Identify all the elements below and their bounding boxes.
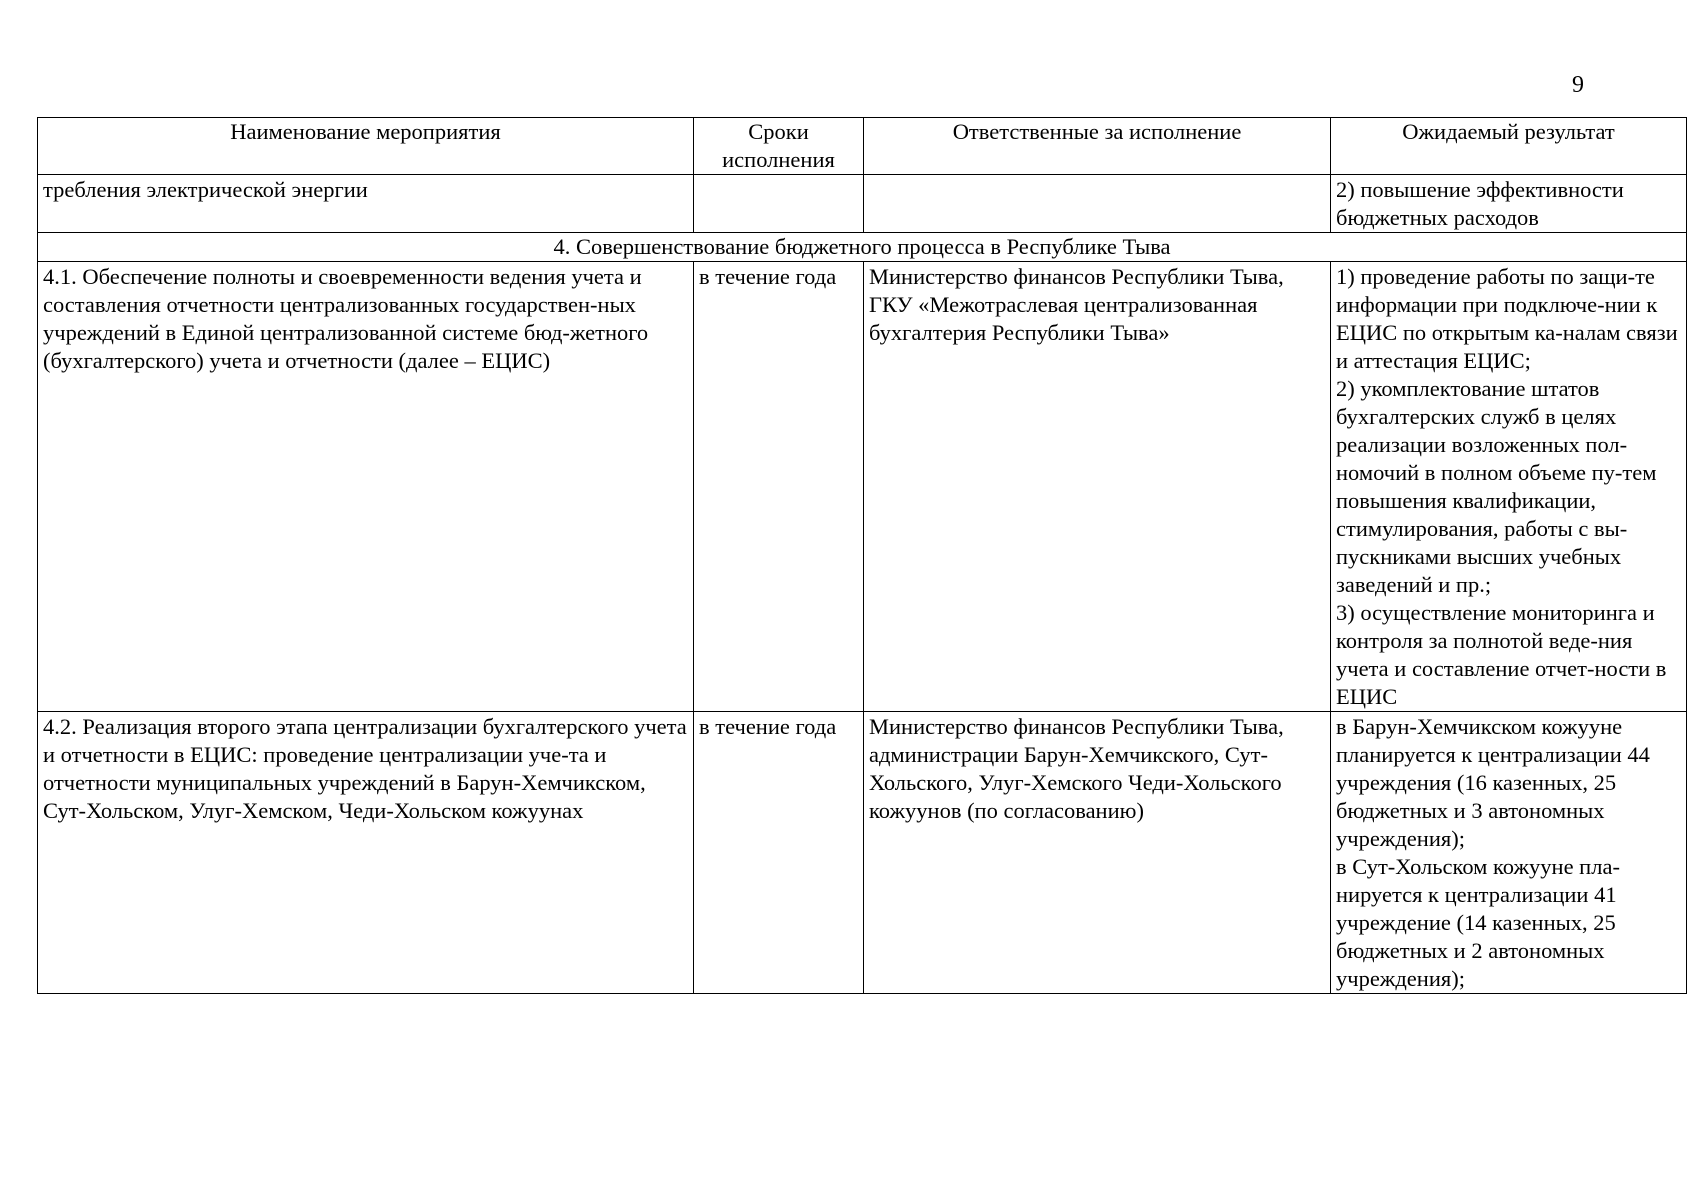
cell-responsible [864, 175, 1331, 233]
action-plan-table [37, 117, 1687, 994]
cell-name: 4.2. Реализация второго этапа централизации бухгалтерского учета и отчетности в ЕЦИС: проведение централизации уче-та и отчетности муниципальных учреждений в Барун-Хемчикском, Сут-Хольском, Улуг-Хемском, Чеди-Хольском кожуунах [38, 712, 694, 994]
header-term: Сроки исполнения [694, 118, 864, 175]
cell-name: 4.1. Обеспечение полноты и своевременности ведения учета и составления отчетности централизованных государствен-ных учреждений в Единой централизованной системе бюд-жетного (бухгалтерского) учета и отчетности (далее – ЕЦИС) [38, 262, 694, 712]
result-item: 3) осуществление мониторинга и контроля за полнотой веде-ния учета и составление отчет-ности в ЕЦИС [1336, 600, 1667, 709]
cell-term [694, 175, 864, 233]
page-number: 9 [1572, 72, 1584, 98]
section-title: 4. Совершенствование бюджетного процесса в Республике Тыва [38, 233, 1687, 262]
result-item: 1) проведение работы по защи-те информации при подключе-нии к ЕЦИС по открытым ка-налам связи и аттестация ЕЦИС; [1336, 264, 1678, 373]
section-row [38, 233, 1687, 262]
cell-result: 2) повышение эффективности бюджетных расходов [1331, 175, 1687, 233]
table-row-continuation [38, 175, 1687, 233]
cell-responsible: Министерство финансов Республики Тыва, ГКУ «Межотраслевая централизованная бухгалтерия Республики Тыва» [864, 262, 1331, 712]
table-row [38, 712, 1687, 994]
header-responsible: Ответственные за исполнение [864, 118, 1331, 175]
result-item: в Сут-Хольском кожууне пла-нируется к централизации 41 учреждение (14 казенных, 25 бюджетных и 2 автономных учреждения); [1336, 854, 1620, 991]
cell-term: в течение года [694, 712, 864, 994]
cell-name: требления электрической энергии [38, 175, 694, 233]
cell-result [1331, 712, 1687, 994]
table-row [38, 262, 1687, 712]
cell-result [1331, 262, 1687, 712]
header-name: Наименование мероприятия [38, 118, 694, 175]
cell-responsible: Министерство финансов Республики Тыва, администрации Барун-Хемчикского, Сут-Хольского, Улуг-Хемского Чеди-Хольского кожуунов (по согласованию) [864, 712, 1331, 994]
table-header-row [38, 118, 1687, 175]
result-item: в Барун-Хемчикском кожууне планируется к централизации 44 учреждения (16 казенных, 25 бюджетных и 3 автономных учреждения); [1336, 714, 1650, 851]
cell-term: в течение года [694, 262, 864, 712]
result-item: 2) укомплектование штатов бухгалтерских служб в целях реализации возложенных пол-номочий в полном объеме пу-тем повышения квалификации, стимулирования, работы с вы-пускниками высших учебных заведений и пр.; [1336, 376, 1657, 597]
header-result: Ожидаемый результат [1331, 118, 1687, 175]
